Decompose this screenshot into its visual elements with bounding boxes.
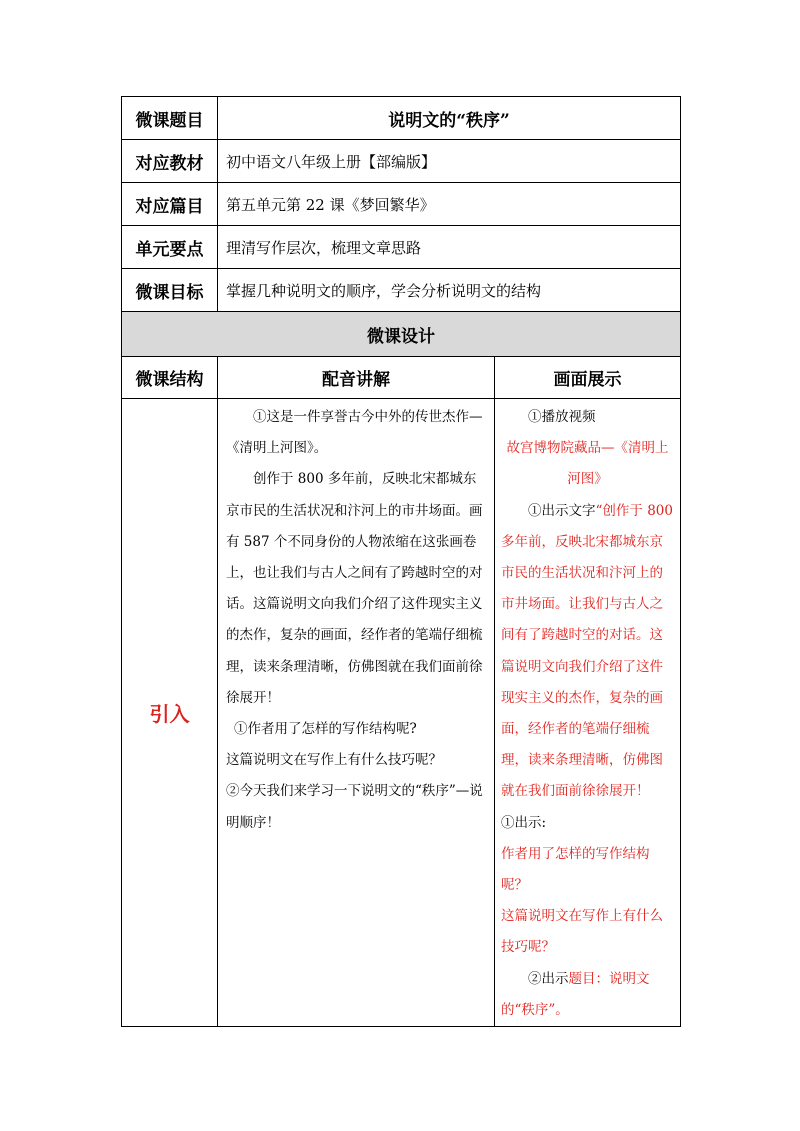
display-cell: [495, 399, 681, 1027]
row-value: 第五单元第 22 课《梦回繁华》: [218, 183, 681, 226]
display-item: ①出示:: [501, 814, 547, 831]
display-prefix: ①出示文字: [528, 502, 596, 519]
column-header-narration: 配音讲解: [218, 357, 495, 399]
section-title: 微课设计: [122, 312, 681, 357]
narration-paragraph: ①作者用了怎样的写作结构呢?: [234, 721, 417, 738]
column-header-row: [122, 357, 681, 399]
narration-paragraph: 这篇说明文在写作上有什么技巧呢？: [226, 752, 442, 769]
row-label: 微课目标: [122, 269, 218, 312]
display-item: [501, 496, 674, 808]
row-label: 对应篇目: [122, 183, 218, 226]
lesson-plan-table: [121, 96, 681, 1027]
info-row-title: [122, 97, 681, 140]
column-header-structure: 微课结构: [122, 357, 218, 399]
row-label: 对应教材: [122, 140, 218, 183]
lesson-title: 说明文的“秩序”: [218, 97, 681, 140]
info-row-chapter: [122, 183, 681, 226]
row-label: 单元要点: [122, 226, 218, 269]
display-item: ①播放视频: [528, 409, 596, 425]
section-header-row: [122, 312, 681, 357]
row-value: 理清写作层次，梳理文章思路: [218, 226, 681, 269]
narration-paragraph: ①这是一件享誉古今中外的传世杰作—《清明上河图》。: [226, 409, 483, 457]
display-item: [501, 964, 674, 1026]
column-header-display: 画面展示: [495, 357, 681, 399]
stage-label: 引入: [122, 399, 218, 1027]
narration-cell: [218, 399, 495, 1027]
display-text-red: “创作于 800 多年前，反映北宋都城东京市民的生活状况和汴河上的市井场面。让我们与古人之间有了跨越时空的对话。这篇说明文向我们介绍了这件现实主义的杰作，复杂的画面，经作者的笔端仔细梳理，读来条理清晰，仿佛图就在我们面前徐徐展开！: [501, 502, 673, 800]
narration-paragraph: 创作于 800 多年前，反映北宋都城东京市民的生活状况和汴河上的市井场面。画有 587 个不同身份的人物浓缩在这张画卷上，也让我们与古人之间有了跨越时空的对话。这篇说明文向我们介绍了这件现实主义的杰作，复杂的画面，经作者的笔端仔细梳理，读来条理清晰，仿佛图就在我们面前徐徐展开！: [226, 471, 483, 706]
info-row-goal: [122, 269, 681, 312]
info-row-textbook: [122, 140, 681, 183]
row-label: 微课题目: [122, 97, 218, 140]
info-row-key-points: [122, 226, 681, 269]
display-text-red: 题目：说明文的“秩序”。: [501, 970, 650, 1018]
display-item-red: 故宫博物院藏品—《清明上河图》: [506, 440, 669, 488]
row-value: 掌握几种说明文的顺序，学会分析说明文的结构: [218, 269, 681, 312]
content-row: [122, 399, 681, 1027]
display-prefix: ②出示: [528, 970, 569, 987]
narration-paragraph: ②今天我们来学习一下说明文的“秩序”—说明顺序！: [226, 783, 483, 831]
display-item-red: 这篇说明文在写作上有什么技巧呢？: [501, 908, 663, 956]
row-value: 初中语文八年级上册【部编版】: [218, 140, 681, 183]
display-item-red: 作者用了怎样的写作结构呢？: [501, 845, 650, 894]
